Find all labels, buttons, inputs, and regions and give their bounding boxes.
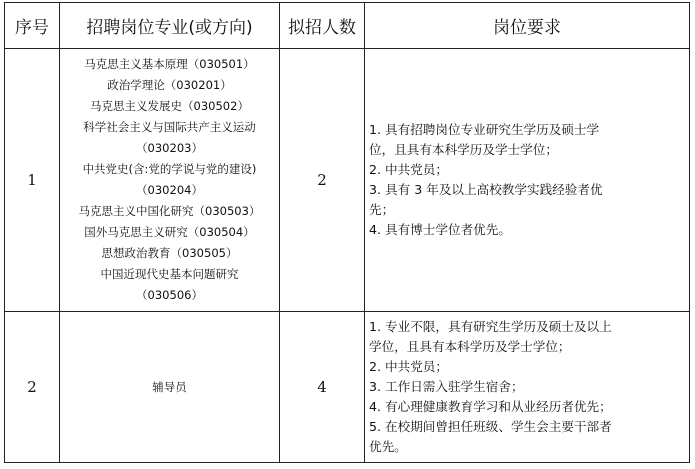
- requirement-line: 2. 中共党员；: [369, 162, 448, 177]
- header-count: 拟招人数: [280, 3, 365, 49]
- row-index: 1: [5, 49, 60, 312]
- requirement-line: 3. 具有 3 年及以上高校教学实践经验者优: [369, 182, 603, 197]
- header-row: [5, 3, 690, 49]
- requirement-line: 先；: [369, 202, 395, 217]
- header-index: 序号: [5, 3, 60, 49]
- requirement-line: 优先。: [369, 439, 407, 454]
- position-line: （030204）: [136, 183, 203, 197]
- requirement-line: 学位，且具有本科学历及学士学位；: [369, 339, 571, 354]
- requirement-line: 5. 在校期间曾担任班级、学生会主要干部者: [369, 419, 612, 434]
- position-line: 中共党史(含:党的学说与党的建设): [82, 162, 257, 176]
- row-requirements: [365, 49, 690, 312]
- requirement-line: 1. 专业不限，具有研究生学历及硕士及以上: [369, 319, 612, 334]
- position-line: 思想政治教育（030505）: [101, 246, 238, 260]
- position-line: 国外马克思主义研究（030504）: [84, 225, 255, 239]
- row-count: 2: [280, 49, 365, 312]
- requirement-line: 4. 有心理健康教育学习和从业经历者优先；: [369, 399, 612, 414]
- position-line: 科学社会主义与国际共产主义运动: [83, 120, 256, 134]
- requirement-line: 位，且具有本科学历及学士学位；: [369, 142, 558, 157]
- position-line: 马克思主义中国化研究（030503）: [78, 204, 261, 218]
- recruitment-table: [4, 2, 690, 463]
- row-position: [60, 312, 280, 463]
- requirement-line: 3. 工作日需入驻学生宿舍；: [369, 379, 524, 394]
- requirement-line: 4. 具有博士学位者优先。: [369, 222, 511, 237]
- position-line: 辅导员: [152, 379, 187, 394]
- position-line: 中国近现代史基本问题研究: [100, 267, 239, 281]
- position-line: 马克思主义基本原理（030501）: [84, 57, 255, 71]
- table-row: [5, 49, 690, 312]
- table-row: [5, 312, 690, 463]
- row-count: 4: [280, 312, 365, 463]
- row-requirements: [365, 312, 690, 463]
- requirement-line: 1. 具有招聘岗位专业研究生学历及硕士学: [369, 122, 600, 137]
- header-requirements: 岗位要求: [365, 3, 690, 49]
- position-line: （030506）: [136, 288, 203, 302]
- requirement-line: 2. 中共党员；: [369, 359, 448, 374]
- position-line: （030203）: [136, 141, 203, 155]
- position-line: 政治学理论（030201）: [107, 78, 232, 92]
- position-line: 马克思主义发展史（030502）: [90, 99, 249, 113]
- row-position: [60, 49, 280, 312]
- header-position: 招聘岗位专业(或方向): [60, 3, 280, 49]
- row-index: 2: [5, 312, 60, 463]
